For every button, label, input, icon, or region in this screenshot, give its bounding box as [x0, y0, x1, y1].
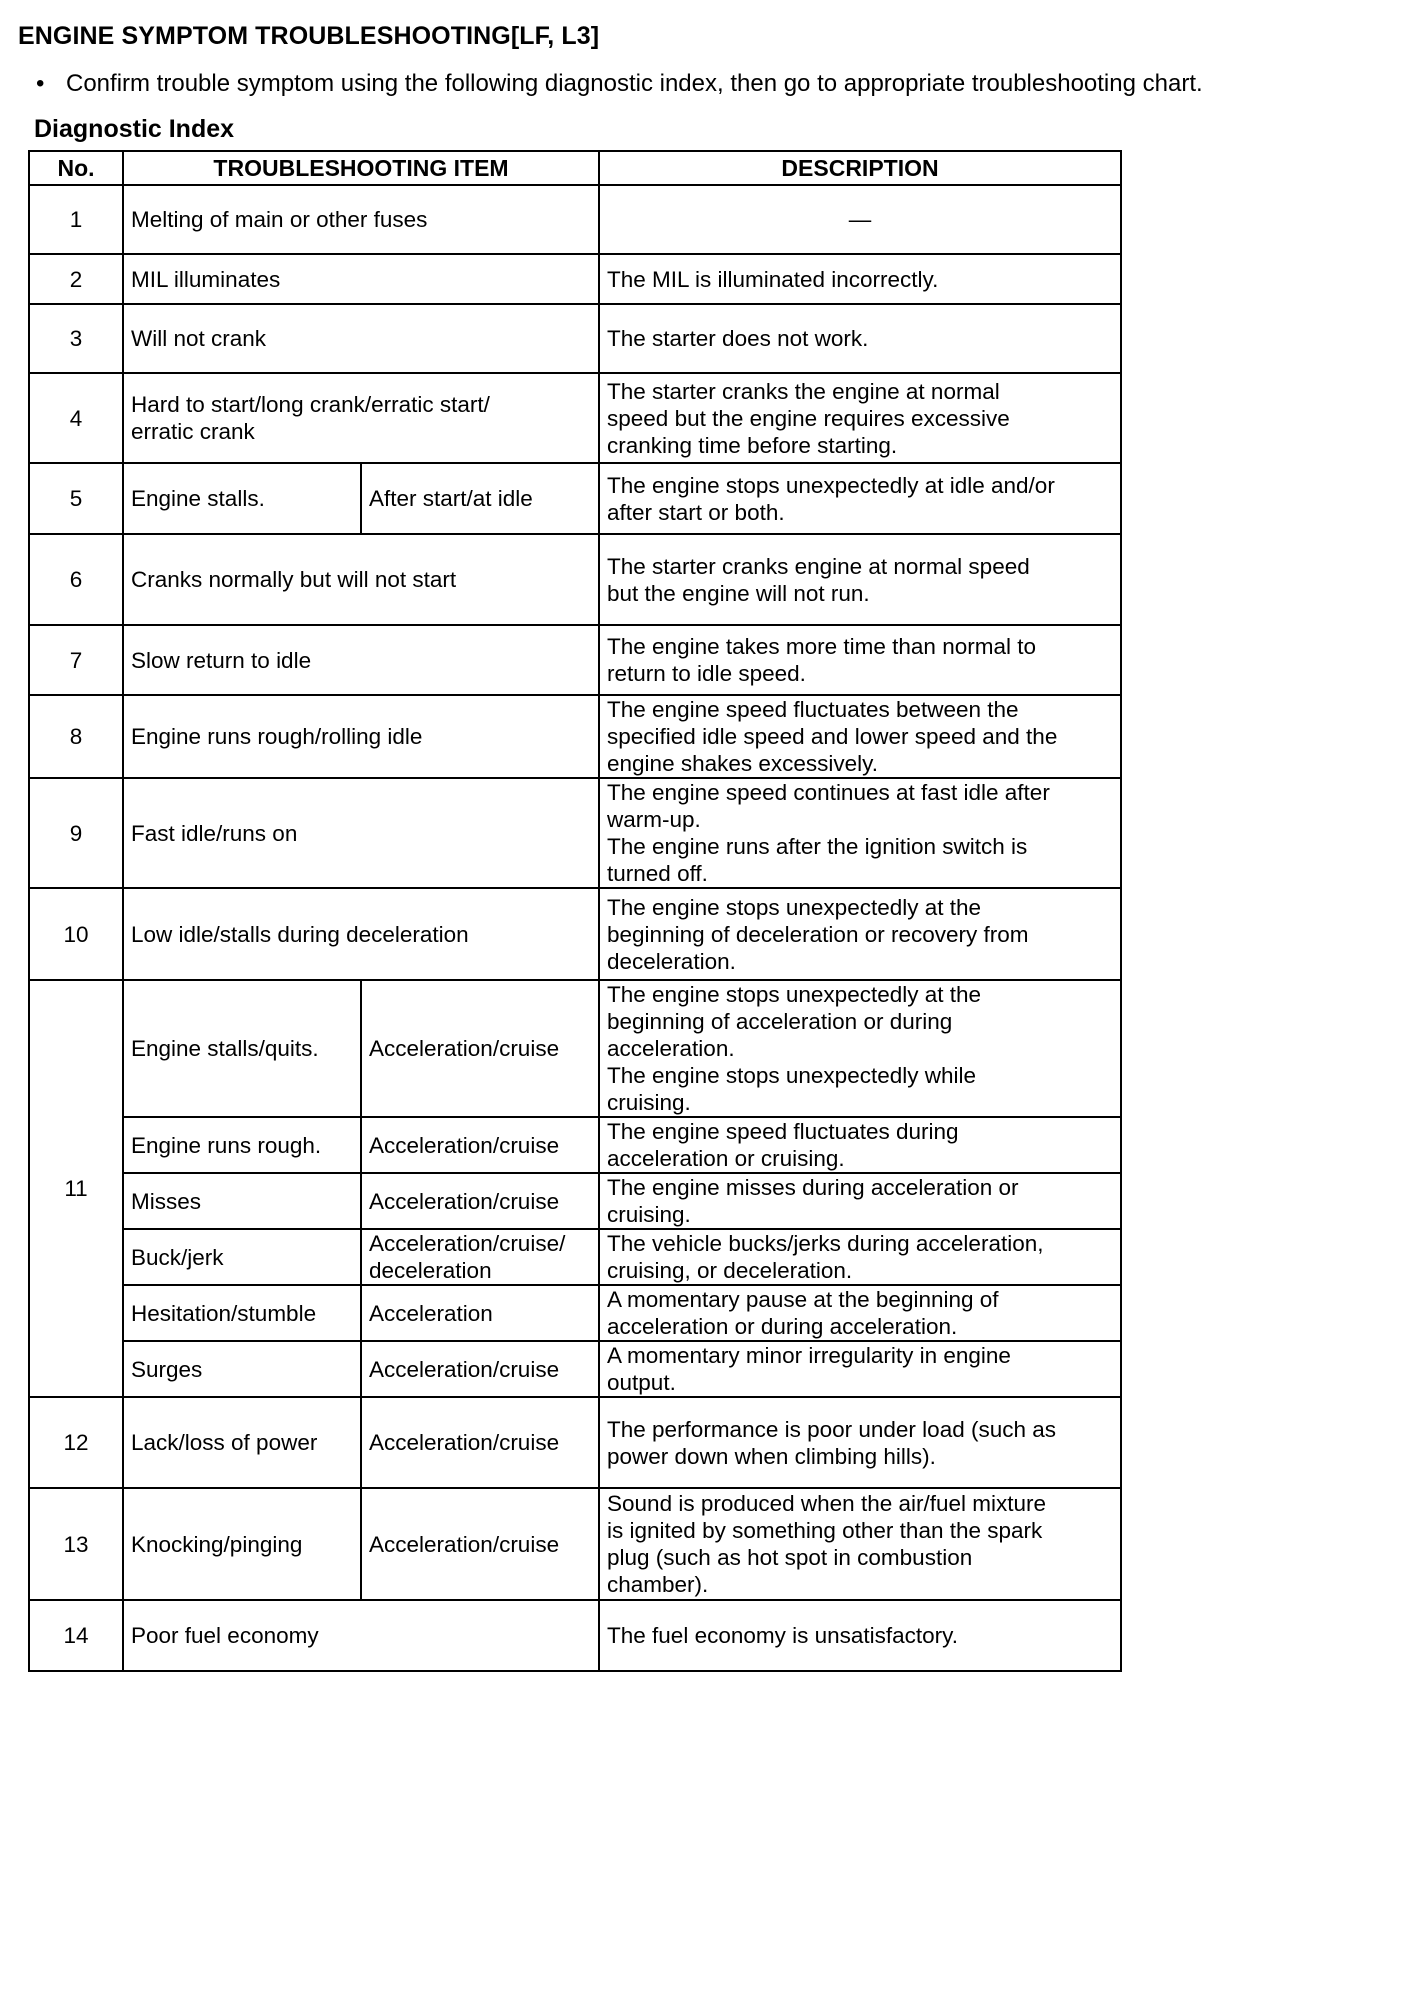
row-number: 7	[29, 625, 123, 695]
table-row	[29, 625, 1121, 695]
condition: Acceleration/cruise	[361, 980, 599, 1117]
troubleshooting-item: Knocking/pinging	[123, 1488, 361, 1600]
column-header-item: TROUBLESHOOTING ITEM	[123, 151, 599, 185]
troubleshooting-item: Fast idle/runs on	[123, 778, 599, 888]
row-number: 3	[29, 304, 123, 373]
troubleshooting-item: Engine runs rough.	[123, 1117, 361, 1173]
table-row	[29, 534, 1121, 625]
description: The fuel economy is unsatisfactory.	[599, 1600, 1121, 1671]
instruction-text: Confirm trouble symptom using the following diagnostic index, then go to appropriate troubleshooting chart.	[66, 70, 1203, 97]
table-row	[29, 695, 1121, 778]
instruction-line	[36, 70, 1203, 98]
condition: Acceleration/cruise	[361, 1341, 599, 1397]
row-number: 4	[29, 373, 123, 463]
table-row	[29, 1600, 1121, 1671]
row-number: 2	[29, 254, 123, 304]
table-row	[29, 1285, 1121, 1341]
troubleshooting-item: Cranks normally but will not start	[123, 534, 599, 625]
row-number: 14	[29, 1600, 123, 1671]
table-row	[29, 778, 1121, 888]
description: Sound is produced when the air/fuel mixture is ignited by something other than the spark plug (such as hot spot in combustion chamber).	[599, 1488, 1121, 1600]
description: The MIL is illuminated incorrectly.	[599, 254, 1121, 304]
section-title: Diagnostic Index	[34, 115, 235, 143]
table-row	[29, 1117, 1121, 1173]
row-number: 9	[29, 778, 123, 888]
table-row	[29, 254, 1121, 304]
row-number: 5	[29, 463, 123, 534]
troubleshooting-item: Low idle/stalls during deceleration	[123, 888, 599, 980]
table-row	[29, 1397, 1121, 1488]
troubleshooting-item: Surges	[123, 1341, 361, 1397]
table-header-row	[29, 151, 1121, 185]
table-row	[29, 1341, 1121, 1397]
description: The engine takes more time than normal to return to idle speed.	[599, 625, 1121, 695]
condition: Acceleration/cruise	[361, 1173, 599, 1229]
table-row	[29, 980, 1121, 1117]
description: The engine stops unexpectedly at the beginning of acceleration or during acceleration. The engine stops unexpectedly while cruising.	[599, 980, 1121, 1117]
column-header-no: No.	[29, 151, 123, 185]
row-number: 12	[29, 1397, 123, 1488]
troubleshooting-item: Engine runs rough/rolling idle	[123, 695, 599, 778]
description: A momentary pause at the beginning of acceleration or during acceleration.	[599, 1285, 1121, 1341]
troubleshooting-item: Lack/loss of power	[123, 1397, 361, 1488]
description: The engine misses during acceleration or cruising.	[599, 1173, 1121, 1229]
condition: Acceleration/cruise	[361, 1117, 599, 1173]
table-row	[29, 1229, 1121, 1285]
diagnostic-index-table	[28, 150, 1122, 1672]
bullet-icon: •	[36, 70, 45, 97]
troubleshooting-item: Buck/jerk	[123, 1229, 361, 1285]
table-row	[29, 888, 1121, 980]
troubleshooting-item: Melting of main or other fuses	[123, 185, 599, 254]
troubleshooting-item: Engine stalls/quits.	[123, 980, 361, 1117]
page-title: ENGINE SYMPTOM TROUBLESHOOTING[LF, L3]	[18, 22, 600, 50]
description: The starter cranks the engine at normal speed but the engine requires excessive cranking time before starting.	[599, 373, 1121, 463]
description: The performance is poor under load (such as power down when climbing hills).	[599, 1397, 1121, 1488]
troubleshooting-item: Will not crank	[123, 304, 599, 373]
row-number: 1	[29, 185, 123, 254]
troubleshooting-item: Misses	[123, 1173, 361, 1229]
row-number: 8	[29, 695, 123, 778]
condition: After start/at idle	[361, 463, 599, 534]
table-body	[29, 185, 1121, 1671]
table-row	[29, 304, 1121, 373]
condition: Acceleration	[361, 1285, 599, 1341]
description: The starter cranks engine at normal speed but the engine will not run.	[599, 534, 1121, 625]
table-row	[29, 1173, 1121, 1229]
row-number: 11	[29, 980, 123, 1397]
condition: Acceleration/cruise/ deceleration	[361, 1229, 599, 1285]
description: The engine speed continues at fast idle after warm-up. The engine runs after the ignition switch is turned off.	[599, 778, 1121, 888]
row-number: 6	[29, 534, 123, 625]
description: The engine speed fluctuates between the specified idle speed and lower speed and the engine shakes excessively.	[599, 695, 1121, 778]
troubleshooting-item: Engine stalls.	[123, 463, 361, 534]
table-row	[29, 373, 1121, 463]
troubleshooting-item: Slow return to idle	[123, 625, 599, 695]
troubleshooting-item: Hard to start/long crank/erratic start/ erratic crank	[123, 373, 599, 463]
condition: Acceleration/cruise	[361, 1488, 599, 1600]
table-row	[29, 185, 1121, 254]
description: —	[599, 185, 1121, 254]
table-row	[29, 463, 1121, 534]
table-row	[29, 1488, 1121, 1600]
description: The engine speed fluctuates during acceleration or cruising.	[599, 1117, 1121, 1173]
column-header-description: DESCRIPTION	[599, 151, 1121, 185]
row-number: 10	[29, 888, 123, 980]
description: The engine stops unexpectedly at idle and/or after start or both.	[599, 463, 1121, 534]
troubleshooting-item: Poor fuel economy	[123, 1600, 599, 1671]
description: The vehicle bucks/jerks during acceleration, cruising, or deceleration.	[599, 1229, 1121, 1285]
troubleshooting-item: Hesitation/stumble	[123, 1285, 361, 1341]
description: The starter does not work.	[599, 304, 1121, 373]
description: A momentary minor irregularity in engine output.	[599, 1341, 1121, 1397]
troubleshooting-item: MIL illuminates	[123, 254, 599, 304]
row-number: 13	[29, 1488, 123, 1600]
description: The engine stops unexpectedly at the beginning of deceleration or recovery from deceleration.	[599, 888, 1121, 980]
condition: Acceleration/cruise	[361, 1397, 599, 1488]
